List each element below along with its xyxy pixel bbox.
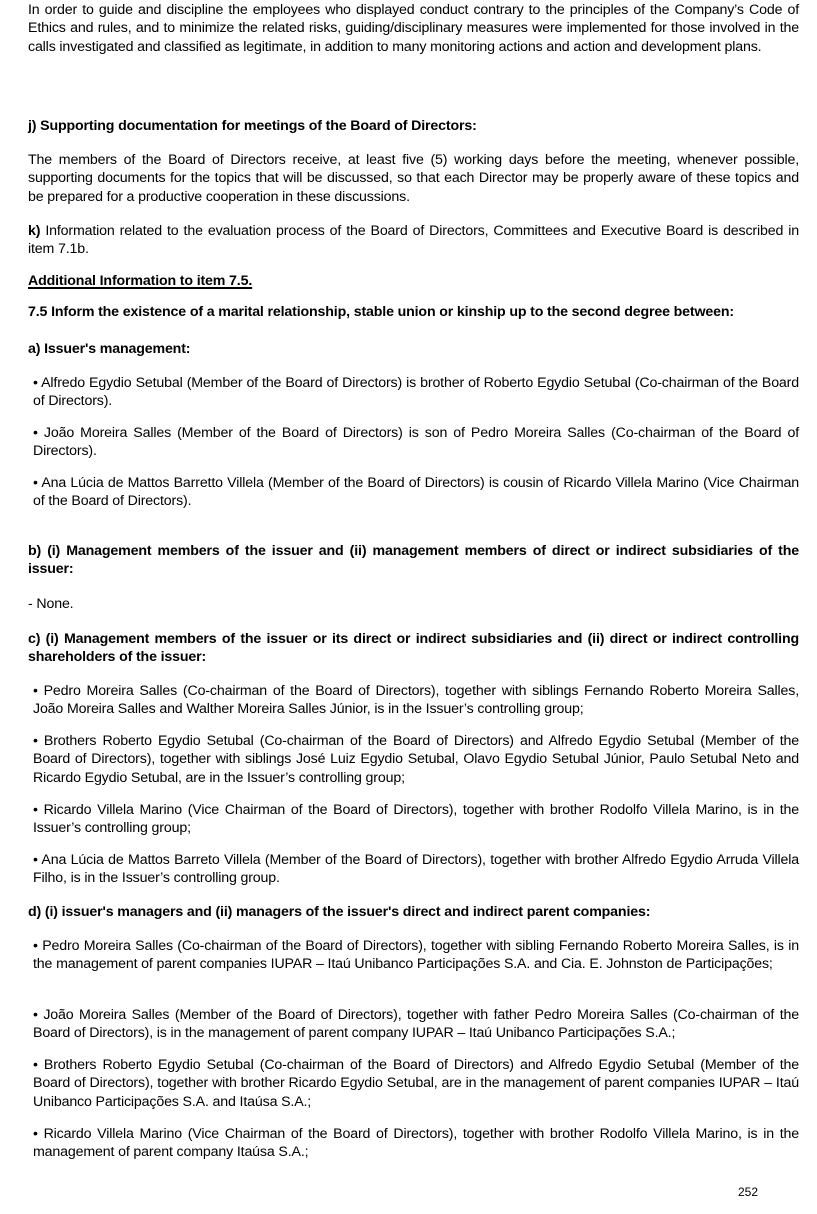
section-d-heading: d) (i) issuer's managers and (ii) managers of the issuer's direct and indirect parent companies:: [28, 904, 651, 921]
item-7-5-heading: 7.5 Inform the existence of a marital relationship, stable union or kinship up to the second degree between:: [28, 304, 734, 321]
section-d-item: • Ricardo Villela Marino (Vice Chairman of the Board of Directors), together with brother Rodolfo Villela Marino, is in the management of parent company Itaúsa S.A.;: [33, 1126, 799, 1161]
additional-info-heading-wrap: [28, 272, 799, 290]
section-j-body: The members of the Board of Directors receive, at least five (5) working days before the meeting, whenever possible, supporting documents for the topics that will be discussed, so that each Director may be properly aware of these topics and be prepared for a productive cooperation in these discussions.: [28, 152, 799, 205]
page-number: 252: [738, 1185, 759, 1199]
section-k-label: k): [28, 223, 41, 240]
section-c-heading: c) (i) Management members of the issuer or its direct or indirect subsidiaries and (ii) direct or indirect controlling shareholders of the issuer:: [28, 631, 799, 666]
section-c-item: • Ricardo Villela Marino (Vice Chairman of the Board of Directors), together with brother Rodolfo Villela Marino, is in the Issuer’s controlling group;: [33, 802, 799, 837]
section-b-heading: b) (i) Management members of the issuer and (ii) management members of direct or indirect subsidiaries of the issuer:: [28, 543, 799, 578]
additional-info-heading: Additional Information to item 7.5.: [28, 273, 253, 290]
section-a-item: • Alfredo Egydio Setubal (Member of the Board of Directors) is brother of Roberto Egydio Setubal (Co-chairman of the Board of Directors).: [33, 375, 799, 410]
section-b-body: - None.: [28, 596, 74, 613]
section-a-item: • Ana Lúcia de Mattos Barretto Villela (Member of the Board of Directors) is cousin of Ricardo Villela Marino (Vice Chairman of the Board of Directors).: [33, 475, 799, 510]
section-c-item: • Pedro Moreira Salles (Co-chairman of the Board of Directors), together with siblings Fernando Roberto Moreira Salles, João Moreira Salles and Walther Moreira Salles Júnior, is in the Issuer’s controlling group;: [33, 683, 799, 718]
section-d-item: • João Moreira Salles (Member of the Board of Directors), together with father Pedro Moreira Salles (Co-chairman of the Board of Directors), is in the management of parent company IUPAR – Itaú Unibanco Participações S.A.;: [33, 1007, 799, 1042]
section-j-heading: j) Supporting documentation for meetings of the Board of Directors:: [28, 118, 477, 135]
section-c-item: • Ana Lúcia de Mattos Barreto Villela (Member of the Board of Directors), together with brother Alfredo Egydio Arruda Villela Filho, is in the Issuer’s controlling group.: [33, 852, 799, 887]
section-d-item: • Brothers Roberto Egydio Setubal (Co-chairman of the Board of Directors) and Alfredo Egydio Setubal (Member of the Board of Directors), together with brother Ricardo Egydio Setubal, are in the management of parent companies IUPAR – Itaú Unibanco Participações S.A. and Itaúsa S.A.;: [33, 1057, 799, 1110]
section-c-item: • Brothers Roberto Egydio Setubal (Co-chairman of the Board of Directors) and Alfredo Egydio Setubal (Member of the Board of Directors), together with siblings José Luiz Egydio Setubal, Olavo Egydio Setubal Júnior, Paulo Setubal Neto and Ricardo Egydio Setubal, are in the Issuer’s controlling group;: [33, 733, 799, 786]
section-a-heading: a) Issuer's management:: [28, 341, 191, 358]
section-k-paragraph: [28, 222, 799, 258]
section-k-body: Information related to the evaluation process of the Board of Directors, Committees and Executive Board is described in item 7.1b.: [28, 223, 799, 258]
section-d-item: • Pedro Moreira Salles (Co-chairman of the Board of Directors), together with sibling Fernando Roberto Moreira Salles, is in the management of parent companies IUPAR – Itaú Unibanco Participações S.A. and Cia. E. Johnston de Participações;: [33, 938, 799, 973]
section-a-item: • João Moreira Salles (Member of the Board of Directors) is son of Pedro Moreira Salles (Co-chairman of the Board of Directors).: [33, 425, 799, 460]
intro-paragraph: In order to guide and discipline the employees who displayed conduct contrary to the principles of the Company’s Code of Ethics and rules, and to minimize the related risks, guiding/disciplinary measures were implemented for those involved in the calls investigated and classified as legitimate, in addition to many monitoring actions and action and development plans.: [28, 2, 799, 55]
